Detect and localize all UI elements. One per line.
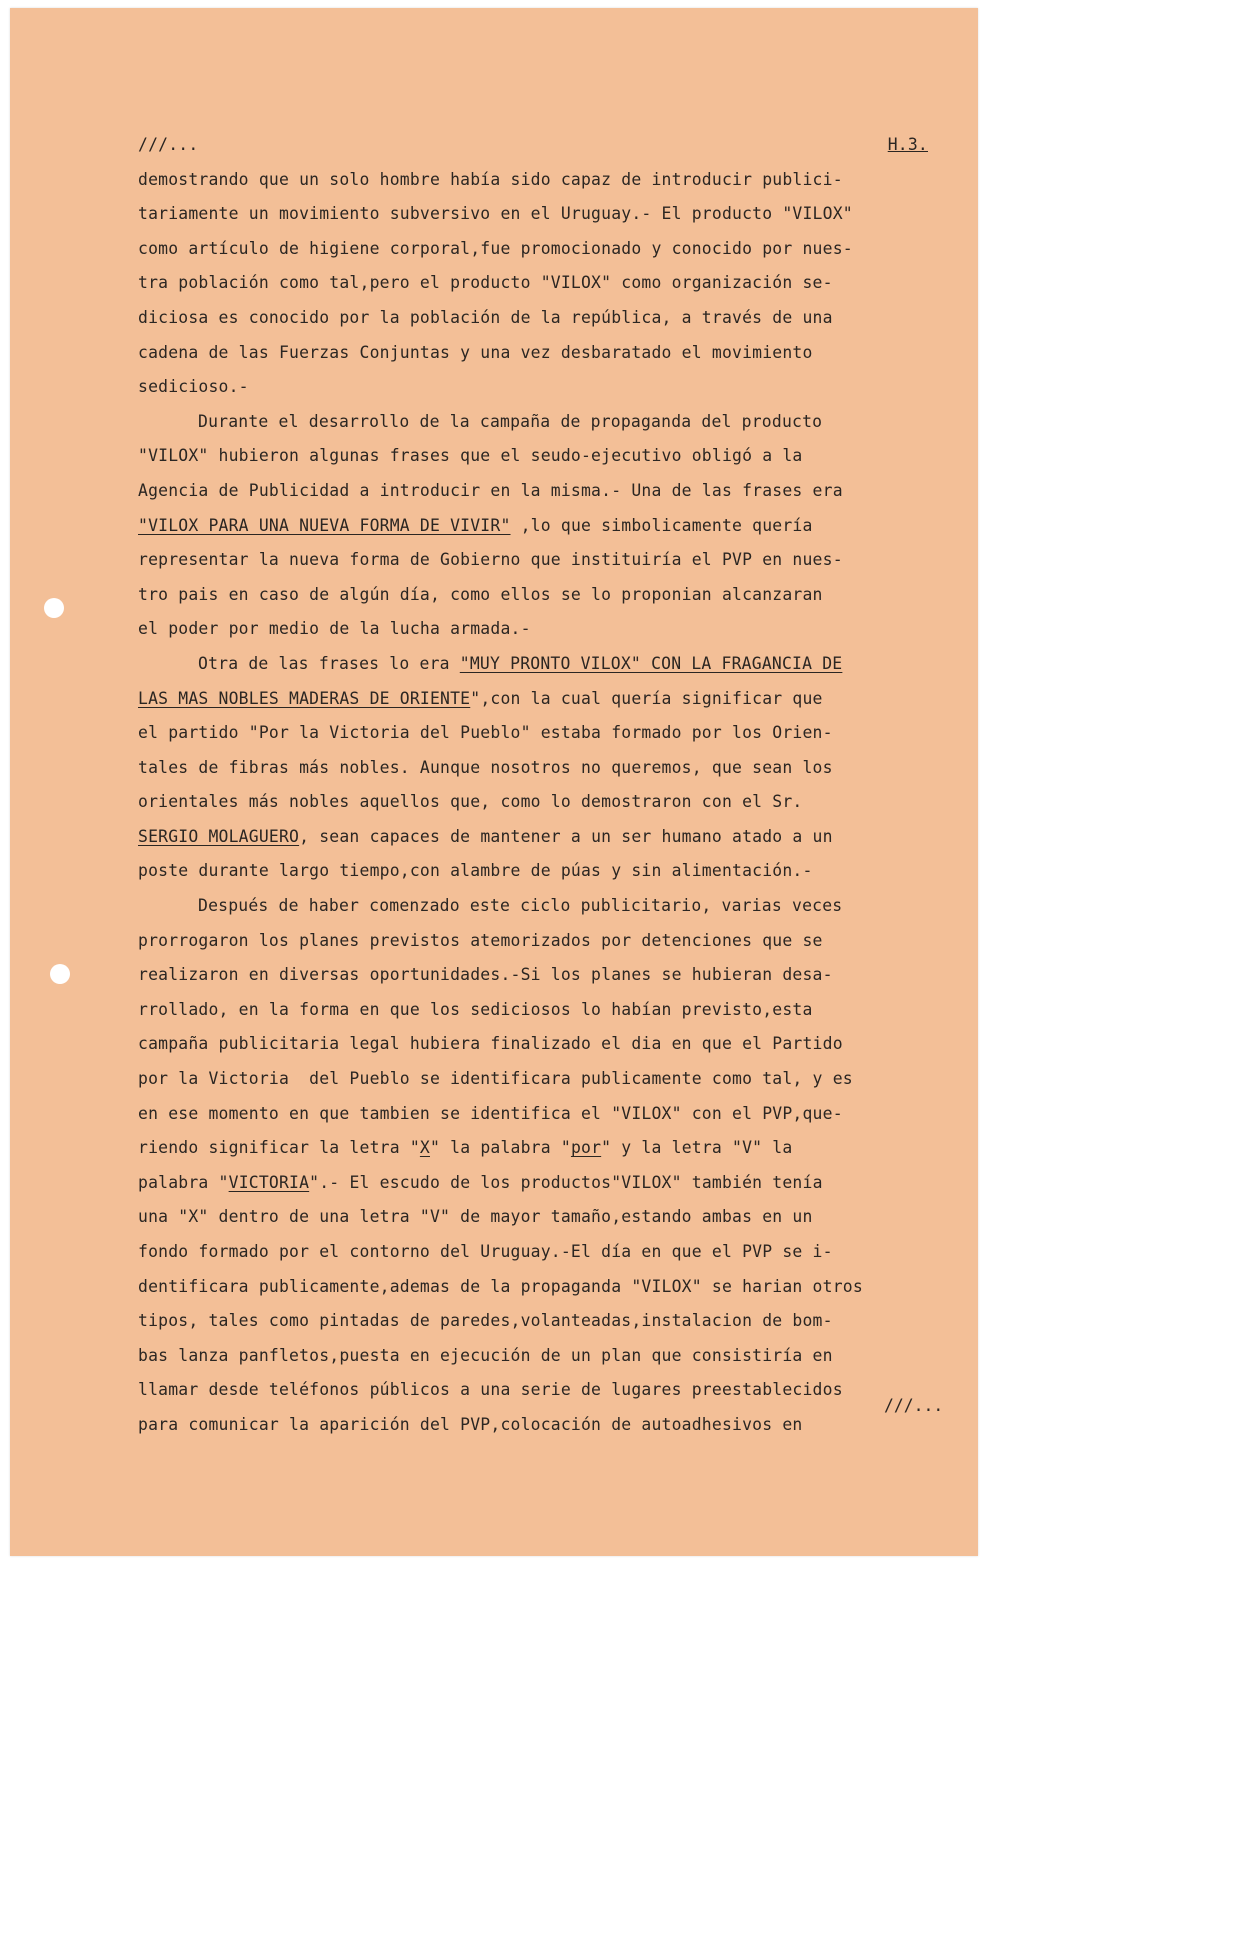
typed-text-block (138, 128, 968, 1443)
text-line: prorrogaron los planes previstos atemorizados por detenciones que se (138, 930, 823, 950)
text-line: representar la nueva forma de Gobierno que instituiría el PVP en nues- (138, 550, 843, 570)
underlined-text: X (419, 1138, 430, 1158)
text-line: llamar desde teléfonos públicos a una serie de lugares preestablecidos (138, 1380, 843, 1400)
text-line: sedicioso.- (138, 377, 249, 397)
text-line: para comunicar la aparición del PVP,colocación de autoadhesivos en (138, 1414, 803, 1434)
underlined-text: "VILOX PARA UNA NUEVA FORMA DE VIVIR" (138, 515, 511, 535)
text-line: "VILOX" hubieron algunas frases que el seudo-ejecutivo obligó a la (138, 446, 803, 466)
text-line: tra población como tal,pero el producto "VILOX" como organización se- (138, 273, 833, 293)
text-line: Agencia de Publicidad a introducir en la misma.- Una de las frases era (138, 480, 843, 500)
text-segment: Otra de las frases lo era (198, 653, 460, 673)
text-line: tales de fibras más nobles. Aunque nosotros no queremos, que sean los (138, 757, 833, 777)
text-segment: " y la letra "V" la (601, 1138, 793, 1158)
text-line: Después de haber comenzado este ciclo publicitario, varias veces (198, 896, 843, 916)
text-line: por la Victoria del Pueblo se identificara publicamente como tal, y es (138, 1069, 853, 1089)
text-segment: palabra " (138, 1172, 229, 1192)
text-line: una "X" dentro de una letra "V" de mayor tamaño,estando ambas en un (138, 1207, 813, 1227)
text-segment: ,lo que simbolicamente quería (510, 515, 813, 535)
text-segment: ",con la cual quería significar que (470, 688, 823, 708)
text-line: orientales más nobles aquellos que, como lo demostraron con el Sr. (138, 792, 803, 812)
underlined-text: VICTORIA (228, 1172, 310, 1192)
text-line: fondo formado por el contorno del Uruguay.-El día en que el PVP se i- (138, 1242, 833, 1261)
text-line: tariamente un movimiento subversivo en el Uruguay.- El producto "VILOX" (138, 204, 853, 224)
text-line: como artículo de higiene corporal,fue promocionado y conocido por nues- (138, 238, 853, 258)
underlined-text: "MUY PRONTO VILOX" CON LA FRAGANCIA DE (459, 653, 843, 673)
text-line: tipos, tales como pintadas de paredes,volanteadas,instalacion de bom- (138, 1311, 833, 1331)
text-line (138, 682, 968, 717)
continuation-marker-bottom: ///... (884, 1396, 944, 1415)
text-line: Durante el desarrollo de la campaña de propaganda del producto (198, 411, 823, 431)
text-segment: , sean capaces de mantener a un ser humano atado a un (299, 826, 833, 846)
punch-hole-top (44, 598, 64, 618)
text-line (138, 820, 968, 855)
text-line: cadena de las Fuerzas Conjuntas y una vez desbaratado el movimiento (138, 342, 813, 362)
body-lines (138, 163, 968, 1443)
continuation-marker-top: ///... (138, 135, 199, 154)
text-segment: riendo significar la letra " (138, 1138, 420, 1158)
page-header (138, 128, 928, 163)
text-segment: " la palabra " (429, 1138, 571, 1158)
text-line: rrollado, en la forma en que los sediciosos lo habían previsto,esta (138, 999, 813, 1019)
text-line: en ese momento en que tambien se identifica el "VILOX" con el PVP,que- (138, 1103, 843, 1123)
text-line (138, 1166, 968, 1201)
text-line (138, 1131, 968, 1166)
underlined-text: LAS MAS NOBLES MADERAS DE ORIENTE (138, 688, 471, 708)
text-line: dentificara publicamente,ademas de la propaganda "VILOX" se harian otros (138, 1276, 863, 1296)
text-line: diciosa es conocido por la población de la república, a través de una (138, 307, 833, 327)
text-line: demostrando que un solo hombre había sido capaz de introducir publici- (138, 169, 843, 189)
text-segment: ".- El escudo de los productos"VILOX" también tenía (309, 1172, 823, 1192)
text-line: el poder por medio de la lucha armada.- (138, 619, 531, 639)
text-line (138, 509, 968, 544)
text-line: realizaron en diversas oportunidades.-Si los planes se hubieran desa- (138, 965, 833, 985)
underlined-text: SERGIO MOLAGUERO (138, 826, 300, 846)
text-line (138, 647, 968, 682)
page-reference: H.3. (887, 135, 928, 154)
text-line: bas lanza panfletos,puesta en ejecución de un plan que consistiría en (138, 1345, 833, 1365)
punch-hole-bottom (50, 964, 70, 984)
text-line: tro pais en caso de algún día, como ellos se lo proponian alcanzaran (138, 584, 823, 604)
text-line: el partido "Por la Victoria del Pueblo" estaba formado por los Orien- (138, 723, 833, 743)
text-line: campaña publicitaria legal hubiera finalizado el dia en que el Partido (138, 1034, 843, 1054)
underlined-text: por (570, 1138, 602, 1158)
text-line: poste durante largo tiempo,con alambre de púas y sin alimentación.- (138, 861, 813, 881)
